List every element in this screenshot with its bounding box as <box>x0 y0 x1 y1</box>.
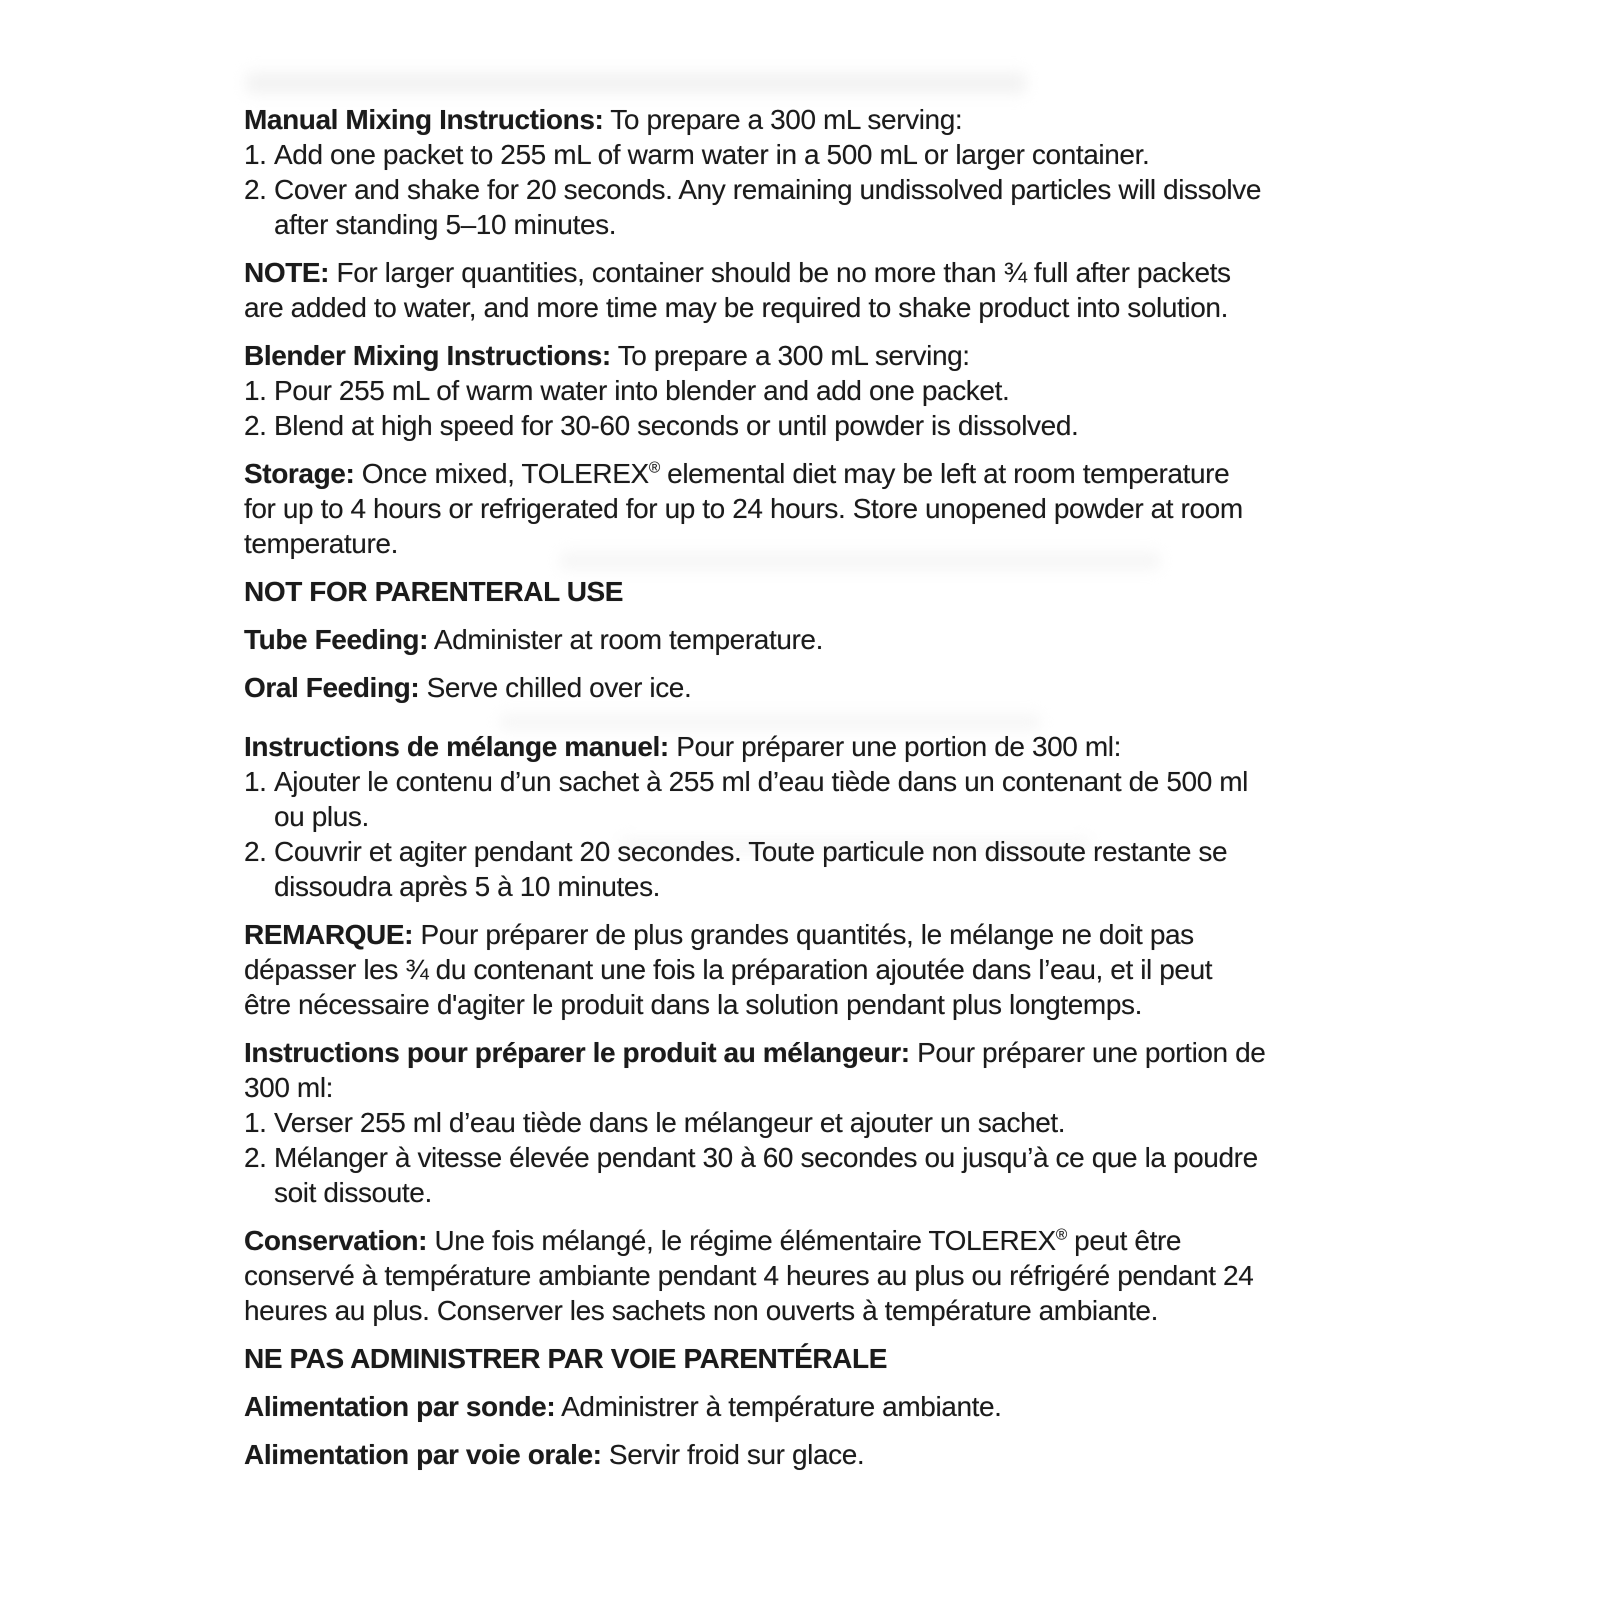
step-text: Blend at high speed for 30-60 seconds or until powder is dissolved. <box>274 410 1079 441</box>
step-text: Verser 255 ml d’eau tiède dans le mélangeur et ajouter un sachet. <box>274 1107 1066 1138</box>
list-item <box>244 172 1266 242</box>
step-text: Couvrir et agiter pendant 20 secondes. Toute particule non dissoute restante se dissoudra après 5 à 10 minutes. <box>274 836 1228 902</box>
blender-mixing-intro-fr: Pour préparer une portion de 300 ml: <box>244 1037 1266 1103</box>
note-text-en: For larger quantities, container should be no more than ¾ full after packets are added to water, and more time may be required to shake product into solution. <box>244 257 1231 323</box>
list-item <box>244 764 1266 834</box>
oral-feeding-text-fr: Servir froid sur glace. <box>601 1439 865 1470</box>
tube-feeding-heading-en: Tube Feeding: <box>244 624 429 655</box>
list-item <box>244 1105 1266 1140</box>
section-tube-feeding-fr <box>244 1389 1266 1424</box>
blender-mixing-heading-fr: Instructions pour préparer le produit au mélangeur: <box>244 1037 910 1068</box>
manual-mixing-heading-fr: Instructions de mélange manuel: <box>244 731 669 762</box>
tube-feeding-text-fr: Administrer à température ambiante. <box>555 1391 1002 1422</box>
manual-mixing-steps-fr <box>244 764 1266 904</box>
section-storage-fr <box>244 1223 1266 1328</box>
storage-heading-fr: Conservation: <box>244 1225 428 1256</box>
list-item <box>244 137 1266 172</box>
section-tube-feeding-en <box>244 622 1266 657</box>
parenteral-warning-fr: NE PAS ADMINISTRER PAR VOIE PARENTÉRALE <box>244 1343 887 1374</box>
step-number: 1. <box>244 1107 267 1138</box>
manual-mixing-intro-en: To prepare a 300 mL serving: <box>603 104 963 135</box>
section-storage-en <box>244 456 1266 561</box>
oral-feeding-heading-en: Oral Feeding: <box>244 672 420 703</box>
step-number: 2. <box>244 1142 267 1173</box>
step-text: Mélanger à vitesse élevée pendant 30 à 60 secondes ou jusqu’à ce que la poudre soit dissoute. <box>274 1142 1258 1208</box>
step-number: 1. <box>244 139 267 170</box>
note-text-fr: Pour préparer de plus grandes quantités, le mélange ne doit pas dépasser les ¾ du contenant une fois la préparation ajoutée dans l’eau, et il peut être nécessaire d'agiter le produit dans la solution pendant plus longtemps. <box>244 919 1213 1020</box>
section-blender-mixing-en <box>244 338 1266 443</box>
storage-text-fr: Une fois mélangé, le régime élémentaire TOLEREX <box>427 1225 1056 1256</box>
storage-text-fr-cont: peut être conservé à température ambiante pendant 4 heures au plus ou réfrigéré pendant 24 heures au plus. Conserver les sachets non ouverts à température ambiante. <box>244 1225 1254 1326</box>
scan-artifact <box>246 72 1026 94</box>
step-text: Cover and shake for 20 seconds. Any remaining undissolved particles will dissolve after standing 5–10 minutes. <box>274 174 1262 240</box>
step-text: Pour 255 mL of warm water into blender and add one packet. <box>274 375 1010 406</box>
step-number: 1. <box>244 375 267 406</box>
list-item <box>244 373 1266 408</box>
instructions-text-block <box>244 102 1266 1485</box>
section-note-en <box>244 255 1266 325</box>
step-number: 2. <box>244 410 267 441</box>
list-item <box>244 1140 1266 1210</box>
oral-feeding-text-en: Serve chilled over ice. <box>419 672 692 703</box>
section-parenteral-warning-fr <box>244 1341 1266 1376</box>
step-number: 2. <box>244 836 267 867</box>
manual-mixing-heading-en: Manual Mixing Instructions: <box>244 104 604 135</box>
blender-mixing-intro-en: To prepare a 300 mL serving: <box>610 340 970 371</box>
section-manual-mixing-en <box>244 102 1266 242</box>
step-text: Add one packet to 255 mL of warm water in a 500 mL or larger container. <box>274 139 1150 170</box>
section-blender-mixing-fr <box>244 1035 1266 1210</box>
manual-mixing-steps-en <box>244 137 1266 242</box>
section-manual-mixing-fr <box>244 729 1266 904</box>
storage-text-en: Once mixed, TOLEREX <box>354 458 649 489</box>
storage-heading-en: Storage: <box>244 458 355 489</box>
step-number: 1. <box>244 766 267 797</box>
note-heading-en: NOTE: <box>244 257 330 288</box>
blender-mixing-heading-en: Blender Mixing Instructions: <box>244 340 611 371</box>
storage-text-en-cont: elemental diet may be left at room temperature for up to 4 hours or refrigerated for up to 24 hours. Store unopened powder at room temperature. <box>244 458 1243 559</box>
list-item <box>244 834 1266 904</box>
section-parenteral-warning-en <box>244 574 1266 609</box>
parenteral-warning-en: NOT FOR PARENTERAL USE <box>244 576 624 607</box>
note-heading-fr: REMARQUE: <box>244 919 414 950</box>
tube-feeding-text-en: Administer at room temperature. <box>428 624 823 655</box>
tube-feeding-heading-fr: Alimentation par sonde: <box>244 1391 556 1422</box>
step-text: Ajouter le contenu d’un sachet à 255 ml d’eau tiède dans un contenant de 500 ml ou plus. <box>274 766 1248 832</box>
manual-mixing-intro-fr: Pour préparer une portion de 300 ml: <box>668 731 1121 762</box>
blender-mixing-steps-fr <box>244 1105 1266 1210</box>
blender-mixing-steps-en <box>244 373 1266 443</box>
list-item <box>244 408 1266 443</box>
section-note-fr <box>244 917 1266 1022</box>
registered-trademark-symbol: ® <box>1055 1226 1067 1244</box>
step-number: 2. <box>244 174 267 205</box>
section-oral-feeding-fr <box>244 1437 1266 1472</box>
section-oral-feeding-en <box>244 670 1266 705</box>
oral-feeding-heading-fr: Alimentation par voie orale: <box>244 1439 602 1470</box>
registered-trademark-symbol: ® <box>648 459 660 477</box>
